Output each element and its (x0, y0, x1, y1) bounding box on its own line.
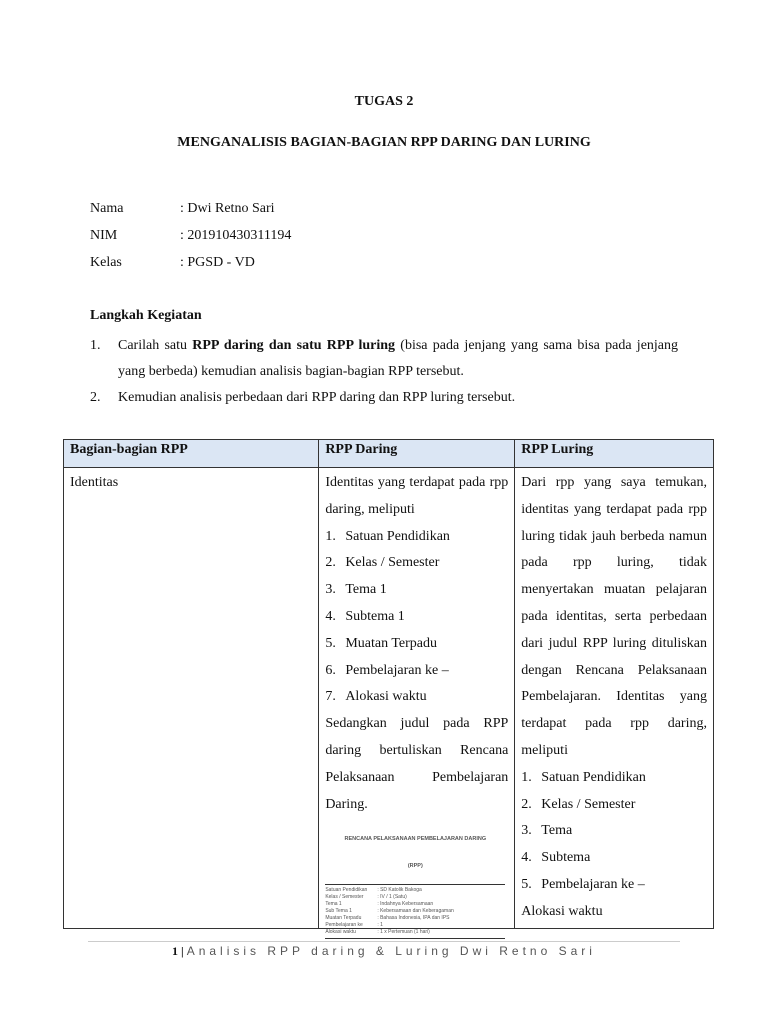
thumbnail-row: Sub Tema 1 : Kebersamaan dan Keberagaman (325, 907, 454, 914)
list-item: 6. Pembelajaran ke – (325, 662, 449, 678)
footer-divider (88, 941, 680, 942)
list-item: 5. Muatan Terpadu (325, 635, 437, 651)
nim-label: NIM (90, 228, 118, 243)
step-2 (90, 385, 678, 411)
step-text: Carilah satu (118, 338, 193, 353)
steps-list (90, 333, 678, 411)
section-heading: Langkah Kegiatan (90, 308, 202, 323)
cell-luring (515, 468, 714, 929)
rpp-thumbnail-image (325, 826, 505, 935)
nim-value: : 201910430311194 (180, 228, 292, 243)
daring-list (325, 524, 508, 712)
cell-daring (319, 468, 515, 935)
list-item: 7. Alokasi waktu (325, 689, 427, 705)
daring-intro: Identitas yang terdapat pada rpp daring, meliputi (325, 475, 509, 517)
table-row (64, 468, 714, 929)
thumbnail-row: Satuan Pendidikan : SD Katolik Bakoga (325, 886, 422, 893)
thumbnail-row: Tema 1 : Indahnya Kebersamaan (325, 900, 434, 907)
document-subtitle: MENGANALISIS BAGIAN-BAGIAN RPP DARING DAN LURING (177, 135, 591, 150)
list-item: 1. Satuan Pendidikan (521, 769, 646, 785)
list-item: 5. Pembelajaran ke – (521, 876, 645, 892)
thumbnail-row: Alokasi waktu : 1 x Pertemuan (1 hari) (325, 928, 430, 935)
name-value: : Dwi Retno Sari (180, 201, 275, 216)
list-item: 2. Kelas / Semester (521, 796, 636, 812)
step-text: (bisa pada jenjang yang sama bisa pada jenjang yang berbeda) kemudian analisis bagian-bagian RPP tersebut. (118, 338, 679, 379)
kelas-label: Kelas (90, 255, 122, 270)
thumbnail-subtitle: (RPP) (407, 863, 423, 870)
step-1 (90, 333, 678, 385)
list-item: 4. Subtema (521, 850, 591, 866)
list-item: 2. Kelas / Semester (325, 555, 440, 571)
thumbnail-row: Muatan Terpadu : Bahasa Indonesia, IPA dan IPS (325, 914, 450, 921)
step-emphasis: RPP daring dan satu RPP luring (192, 338, 396, 353)
header-daring: RPP Daring (319, 440, 515, 468)
table-header-row (64, 440, 714, 468)
page-footer (0, 944, 768, 959)
header-luring: RPP Luring (515, 440, 714, 468)
step-text: Kemudian analisis perbedaan dari RPP daring dan RPP luring tersebut. (118, 390, 516, 405)
header-bagian: Bagian-bagian RPP (64, 440, 319, 468)
list-item: 4. Subtema 1 (325, 608, 405, 624)
analysis-table (63, 439, 714, 935)
step-number: 1. (90, 338, 101, 353)
thumbnail-title: RENCANA PELAKSANAAN PEMBELAJARAN DARING (344, 836, 487, 843)
daring-outro: Sedangkan judul pada RPP daring bertuliskan Rencana Pelaksanaan Pembelajaran Daring. (325, 716, 509, 812)
divider (325, 884, 505, 885)
thumbnail-row: Kelas / Semester : IV / 1 (Satu) (325, 893, 407, 900)
name-label: Nama (90, 201, 124, 216)
kelas-value: : PGSD - VD (180, 255, 255, 270)
cell-bagian: Identitas (64, 468, 319, 929)
list-item: 1. Satuan Pendidikan (325, 528, 450, 544)
document-title: TUGAS 2 (354, 94, 414, 109)
footer-separator: | (181, 944, 184, 958)
luring-intro: Dari rpp yang saya temukan, identitas yang terdapat pada rpp luring tidak jauh berbeda namun pada rpp luring, tidak menyertakan muatan pelajaran pada identitas, serta perbedaan dari judul RPP luring dituliskan dengan Rencana Pelaksanaan Pembelajaran. Identitas yang terdapat pada rpp daring, meliputi (521, 475, 707, 758)
luring-outro: Alokasi waktu (521, 903, 603, 919)
list-item: 3. Tema 1 (325, 582, 387, 598)
step-number: 2. (90, 390, 101, 405)
page-number: 1 (172, 944, 179, 958)
divider (325, 938, 505, 939)
footer-text: Analisis RPP daring & Luring Dwi Retno Sari (186, 944, 596, 958)
luring-list (521, 765, 707, 899)
list-item: 3. Tema (521, 823, 573, 839)
thumbnail-row: Pembelajaran ke : 1 (325, 921, 383, 928)
